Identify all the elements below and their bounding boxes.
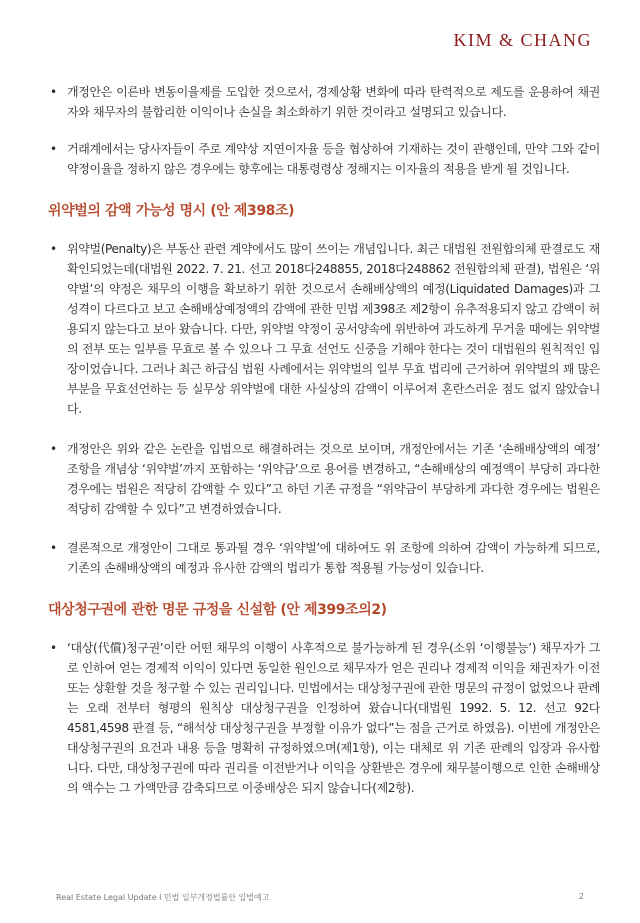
document-body: [0, 82, 640, 798]
firm-logo: KIM & CHANG: [453, 30, 592, 50]
bullet-paragraph: • 개정안은 위와 같은 논란을 입법으로 해결하려는 것으로 보이며, 개정안에서는 기존 ‘손해배상액의 예정’ 조항을 개념상 ‘위약벌’까지 포함하는 ‘위약금’으로 용어를 변경하고, “손해배상의 예정액이 부당히 과다한 경우에는 법원은 적당히 감액할 수 있다”고 하던 기존 규정을 “위약금이 부당하게 과다한 경우에는 법원은 적당히 감액할 수 있다”고 변경하였습니다.: [67, 439, 600, 519]
footer-title: Real Estate Legal Update l 민법 일부개정법률안 입법예고: [56, 893, 270, 902]
page-number: 2: [578, 892, 584, 901]
bullet-paragraph: • 결론적으로 개정안이 그대로 통과될 경우 ‘위약벌’에 대하여도 위 조항에 의하여 감액이 가능하게 되므로, 기존의 손해배상액의 예정과 유사한 감액의 법리가 통합 적용될 가능성이 있습니다.: [67, 538, 600, 578]
section-heading: 대상청구권에 관한 명문 규정을 신설함 (안 제399조의2): [48, 602, 387, 618]
bullet-paragraph: • 거래계에서는 당사자들이 주로 계약상 지연이자율 등을 협상하여 기재하는 것이 관행인데, 만약 그와 같이 약정이율을 정하지 않은 경우에는 향후에는 대통령령상 정해지는 이자율의 적용을 받게 될 것입니다.: [67, 139, 600, 179]
page-footer: [56, 892, 584, 903]
bullet-paragraph: • 위약벌(Penalty)은 부동산 관련 계약에서도 많이 쓰이는 개념입니다. 최근 대법원 전원합의체 판결로도 재확인되었는데(대법원 2022. 7. 21. 선고 2018다248855, 2018다248862 전원합의체 판결), 법원은 ‘위약벌’의 약정은 채무의 이행을 확보하기 위한 것으로서 손해배상액의 예정(Liquidated Damages)과 그 성격이 다르다고 보고 손해배상예정액의 감액에 관한 민법 제398조 제2항이 유추적용되지 않고 감액이 허용되지 않는다고 보아 왔습니다. 다만, 위약벌 약정이 공서양속에 위반하여 과도하게 무거울 때에는 위약벌의 전부 또는 일부를 무효로 볼 수 있으나 그 무효 선언도 신중을 기해야 한다는 것이 대법원의 원칙적인 입장이었습니다. 그러나 최근 하급심 법원 사례에서는 위약벌의 일부 무효 법리에 근거하여 위약벌의 꽤 많은 부분을 무효선언하는 등 실무상 위약벌에 대한 사실상의 감액이 이루어져 혼란스러운 점도 없지 않았습니다.: [67, 239, 600, 419]
bullet-paragraph: • ‘대상(代償)청구권’이란 어떤 채무의 이행이 사후적으로 불가능하게 된 경우(소위 ‘이행불능’) 채무자가 그로 인하여 얻는 경제적 이익이 있다면 동일한 원인으로 채무자가 얻은 권리나 경제적 이익을 채권자가 이전 또는 상환할 것을 청구할 수 있는 권리입니다. 민법에서는 대상청구권에 관한 명문의 규정이 없었으나 판례는 오래 전부터 형평의 원칙상 대상청구권을 인정하여 왔습니다(대법원 1992. 5. 12. 선고 92다4581,4598 판결 등, “해석상 대상청구권을 부정할 이유가 없다”는 점을 근거로 하였음). 이번에 개정안은 대상청구권의 요건과 내용 등을 명확히 규정하였으며(제1항), 이는 대체로 위 기존 판례의 입장과 유사합니다. 다만, 대상청구권에 따라 권리를 이전받거나 이익을 상환받은 경우에 채무불이행으로 인한 손해배상의 액수는 그 가액만큼 감축되므로 이중배상은 되지 않습니다(제2항).: [67, 638, 600, 798]
bullet-paragraph: • 개정안은 이른바 변동이율제를 도입한 것으로서, 경제상황 변화에 따라 탄력적으로 제도를 운용하여 채권자와 채무자의 불합리한 이익이나 손실을 최소화하기 위한 것이라고 설명되고 있습니다.: [67, 82, 600, 122]
section-heading: 위약벌의 감액 가능성 명시 (안 제398조): [48, 203, 295, 219]
